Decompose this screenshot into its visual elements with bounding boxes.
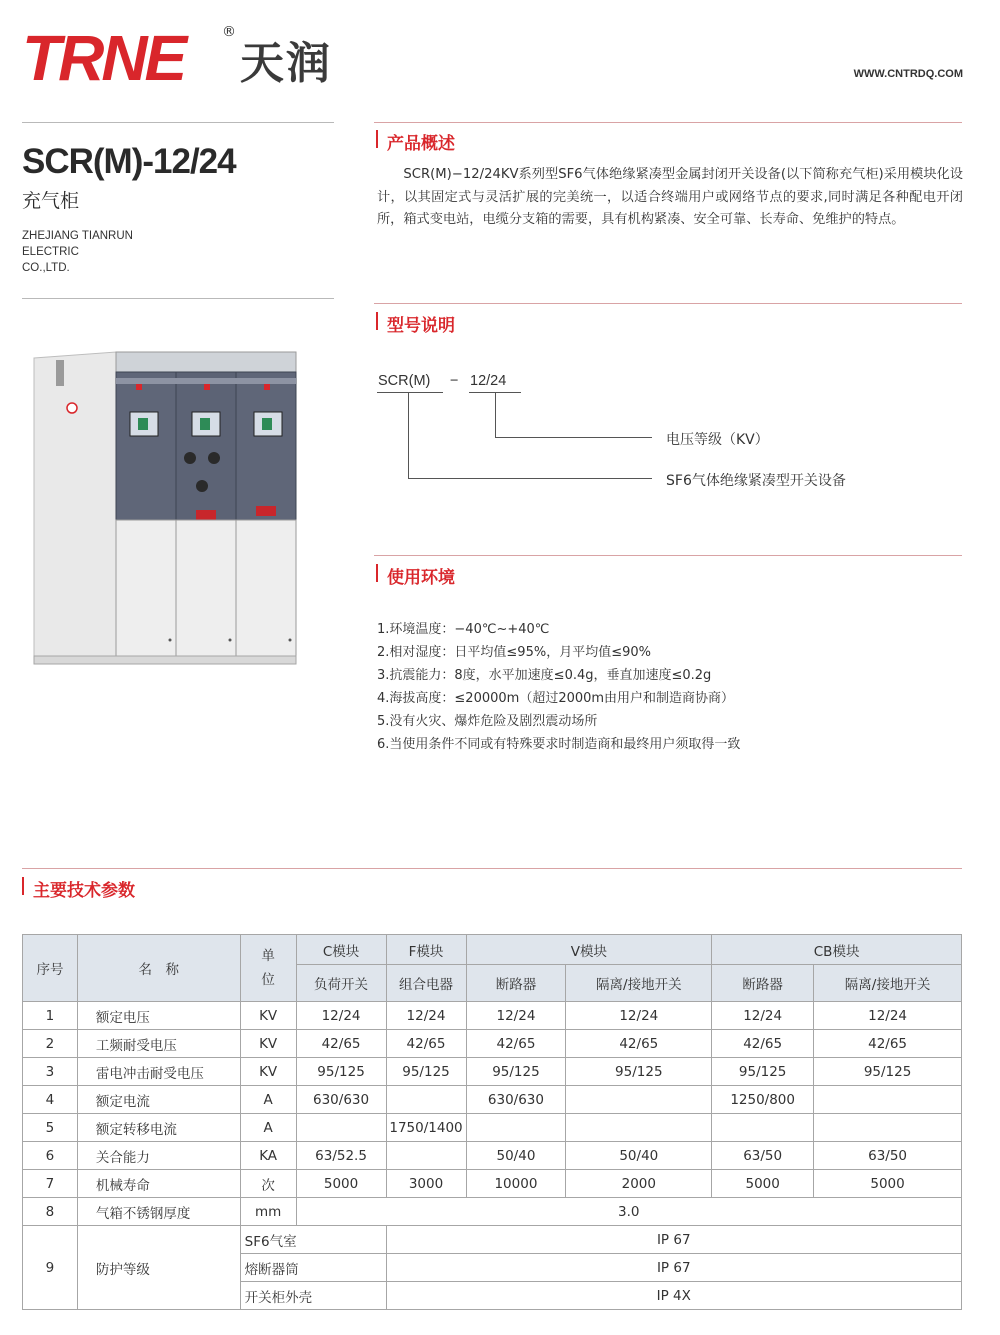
code-series-underline [377, 392, 443, 393]
params-heading: 主要技术参数 [33, 881, 135, 901]
logo-chinese-text: 天润 [240, 38, 332, 89]
cell-cb1 [712, 1114, 814, 1142]
row-name: 机械寿命 [77, 1170, 240, 1198]
cell-cb2: 63/50 [814, 1142, 962, 1170]
row-unit: mm [240, 1198, 296, 1226]
cell-cb1: 5000 [712, 1170, 814, 1198]
protection-sub-label: 开关柜外壳 [240, 1282, 386, 1310]
header-unit: 单 位 [240, 935, 296, 1002]
environment-item: 4.海拔高度：≤20000m（超过2000m由用户和制造商协商） [377, 691, 735, 706]
overview-divider [374, 122, 962, 123]
row-seq: 4 [23, 1086, 78, 1114]
subheader-cell: 断路器 [466, 965, 566, 1002]
subheader-cell: 隔离/接地开关 [814, 965, 962, 1002]
environment-marker [376, 564, 378, 582]
cell-v1: 12/24 [466, 1002, 566, 1030]
voltage-leader-v [495, 392, 496, 438]
table-row [23, 1114, 962, 1142]
row-seq: 5 [23, 1114, 78, 1142]
overview-text: SCR(M)−12/24KV系列型SF6气体绝缘紧凑型金属封闭开关设备(以下简称充气柜)采用模块化设计，以其固定式与灵活扩展的完美统一，以适合终端用户或网络节点的要求,同时满足各种配电开闭所，箱式变电站，电缆分支箱的需要，具有机构紧凑、安全可靠、长寿命、免维护的特点。 [377, 167, 963, 227]
table-row [23, 1198, 962, 1226]
cell-v1: 50/40 [466, 1142, 566, 1170]
cell-v2: 42/65 [566, 1030, 712, 1058]
cell-f [386, 1086, 466, 1114]
protection-sub-label: 熔断器筒 [240, 1254, 386, 1282]
code-voltage: 12/24 [470, 373, 507, 389]
cell-c: 630/630 [296, 1086, 386, 1114]
left-top-divider [22, 122, 334, 123]
environment-item: 2.相对湿度：日平均值≤95%，月平均值≤90% [377, 645, 651, 660]
table-row [23, 1086, 962, 1114]
row-seq: 6 [23, 1142, 78, 1170]
switchgear-cabinet-image [30, 350, 302, 668]
overview-marker [376, 130, 378, 148]
switchgear-type-label: SF6气体绝缘紧凑型开关设备 [666, 473, 846, 489]
voltage-level-label: 电压等级（KV） [666, 432, 769, 448]
cell-c [296, 1114, 386, 1142]
environment-item: 5.没有火灾、爆炸危险及剧烈震动场所 [377, 714, 598, 729]
model-desc-divider [374, 303, 962, 304]
params-divider [22, 868, 962, 869]
table-row [23, 1142, 962, 1170]
type-leader-v [408, 392, 409, 479]
environment-heading: 使用环境 [387, 568, 455, 588]
row-unit: KA [240, 1142, 296, 1170]
row-name: 防护等级 [77, 1226, 240, 1310]
header-f-module: F模块 [386, 935, 466, 965]
row-unit: KV [240, 1002, 296, 1030]
environment-divider [374, 555, 962, 556]
cell-cb1: 1250/800 [712, 1086, 814, 1114]
cell-f: 95/125 [386, 1058, 466, 1086]
row-seq: 2 [23, 1030, 78, 1058]
company-name [22, 228, 133, 276]
company-line: CO.,LTD. [22, 262, 70, 274]
row-unit: A [240, 1086, 296, 1114]
cell-cb2: 12/24 [814, 1002, 962, 1030]
subheader-cell: 断路器 [712, 965, 814, 1002]
protection-sub-value: IP 67 [386, 1254, 961, 1282]
cell-f: 3000 [386, 1170, 466, 1198]
row-name: 额定电流 [77, 1086, 240, 1114]
subheader-cell: 隔离/接地开关 [566, 965, 712, 1002]
cell-cb2: 5000 [814, 1170, 962, 1198]
cell-cb1: 95/125 [712, 1058, 814, 1086]
environment-item: 3.抗震能力：8度，水平加速度≤0.4g，垂直加速度≤0.2g [377, 668, 712, 683]
model-desc-marker [376, 312, 378, 330]
cell-v1: 95/125 [466, 1058, 566, 1086]
overview-heading: 产品概述 [387, 134, 455, 154]
code-series: SCR(M) [378, 373, 431, 389]
table-row [23, 1170, 962, 1198]
row-name: 额定电压 [77, 1002, 240, 1030]
table-row [23, 1058, 962, 1086]
cell-v1: 42/65 [466, 1030, 566, 1058]
environment-item: 6.当使用条件不同或有特殊要求时制造商和最终用户须取得一致 [377, 737, 741, 752]
row-seq: 1 [23, 1002, 78, 1030]
cell-cb2: 42/65 [814, 1030, 962, 1058]
row-seq: 3 [23, 1058, 78, 1086]
row-seq: 9 [23, 1226, 78, 1310]
left-bottom-divider [22, 298, 334, 299]
protection-sub-value: IP 4X [386, 1282, 961, 1310]
cell-f: 12/24 [386, 1002, 466, 1030]
type-leader-h [408, 478, 652, 479]
row-unit: 次 [240, 1170, 296, 1198]
row-name: 关合能力 [77, 1142, 240, 1170]
tech-params-table [22, 934, 962, 1310]
code-dash: − [450, 373, 459, 389]
cell-v2: 50/40 [566, 1142, 712, 1170]
voltage-leader-h [495, 437, 652, 438]
model-title: SCR(M)-12/24 [22, 142, 236, 181]
website-url: WWW.CNTRDQ.COM [853, 68, 963, 80]
table-row [23, 1002, 962, 1030]
cell-v2: 95/125 [566, 1058, 712, 1086]
row-seq: 8 [23, 1198, 78, 1226]
cell-v1: 10000 [466, 1170, 566, 1198]
header-cb-module: CB模块 [712, 935, 962, 965]
protection-sub-label: SF6气室 [240, 1226, 386, 1254]
environment-list [377, 618, 740, 756]
model-subtitle: 充气柜 [22, 190, 80, 212]
model-desc-heading: 型号说明 [387, 316, 455, 336]
cell-cb2 [814, 1086, 962, 1114]
header-name: 名 称 [77, 935, 240, 1002]
cell-f [386, 1142, 466, 1170]
header-seq: 序号 [23, 935, 78, 1002]
row-unit: KV [240, 1030, 296, 1058]
cell-v2: 12/24 [566, 1002, 712, 1030]
cell-f: 1750/1400 [386, 1114, 466, 1142]
row-name: 工频耐受电压 [77, 1030, 240, 1058]
cell-c: 5000 [296, 1170, 386, 1198]
cell-c: 63/52.5 [296, 1142, 386, 1170]
cell-cb2: 95/125 [814, 1058, 962, 1086]
protection-sub-value: IP 67 [386, 1226, 961, 1254]
header-c-module: C模块 [296, 935, 386, 965]
logo-latin-text: TRNE [22, 22, 185, 94]
cell-v2 [566, 1086, 712, 1114]
cell-v1 [466, 1114, 566, 1142]
subheader-cell: 组合电器 [386, 965, 466, 1002]
header-v-module: V模块 [466, 935, 712, 965]
brand-logo [22, 22, 342, 94]
cell-c: 42/65 [296, 1030, 386, 1058]
row-name: 额定转移电流 [77, 1114, 240, 1142]
cell-cb1: 12/24 [712, 1002, 814, 1030]
cell-cb1: 42/65 [712, 1030, 814, 1058]
cell-v1: 630/630 [466, 1086, 566, 1114]
params-marker [22, 877, 24, 895]
row-seq: 7 [23, 1170, 78, 1198]
row-name: 雷电冲击耐受电压 [77, 1058, 240, 1086]
table-row [23, 1226, 962, 1254]
company-line: ELECTRIC [22, 246, 79, 258]
cell-cb2 [814, 1114, 962, 1142]
cell-v2 [566, 1114, 712, 1142]
subheader-cell: 负荷开关 [296, 965, 386, 1002]
cell-merged-value: 3.0 [296, 1198, 961, 1226]
registered-mark: ® [222, 24, 236, 40]
company-line: ZHEJIANG TIANRUN [22, 230, 133, 242]
row-unit: KV [240, 1058, 296, 1086]
cell-f: 42/65 [386, 1030, 466, 1058]
row-name: 气箱不锈钢厚度 [77, 1198, 240, 1226]
cell-cb1: 63/50 [712, 1142, 814, 1170]
table-header-row [23, 935, 962, 965]
environment-item: 1.环境温度：−40℃~+40℃ [377, 622, 550, 637]
row-unit: A [240, 1114, 296, 1142]
cell-c: 12/24 [296, 1002, 386, 1030]
table-row [23, 1030, 962, 1058]
cell-v2: 2000 [566, 1170, 712, 1198]
cell-c: 95/125 [296, 1058, 386, 1086]
